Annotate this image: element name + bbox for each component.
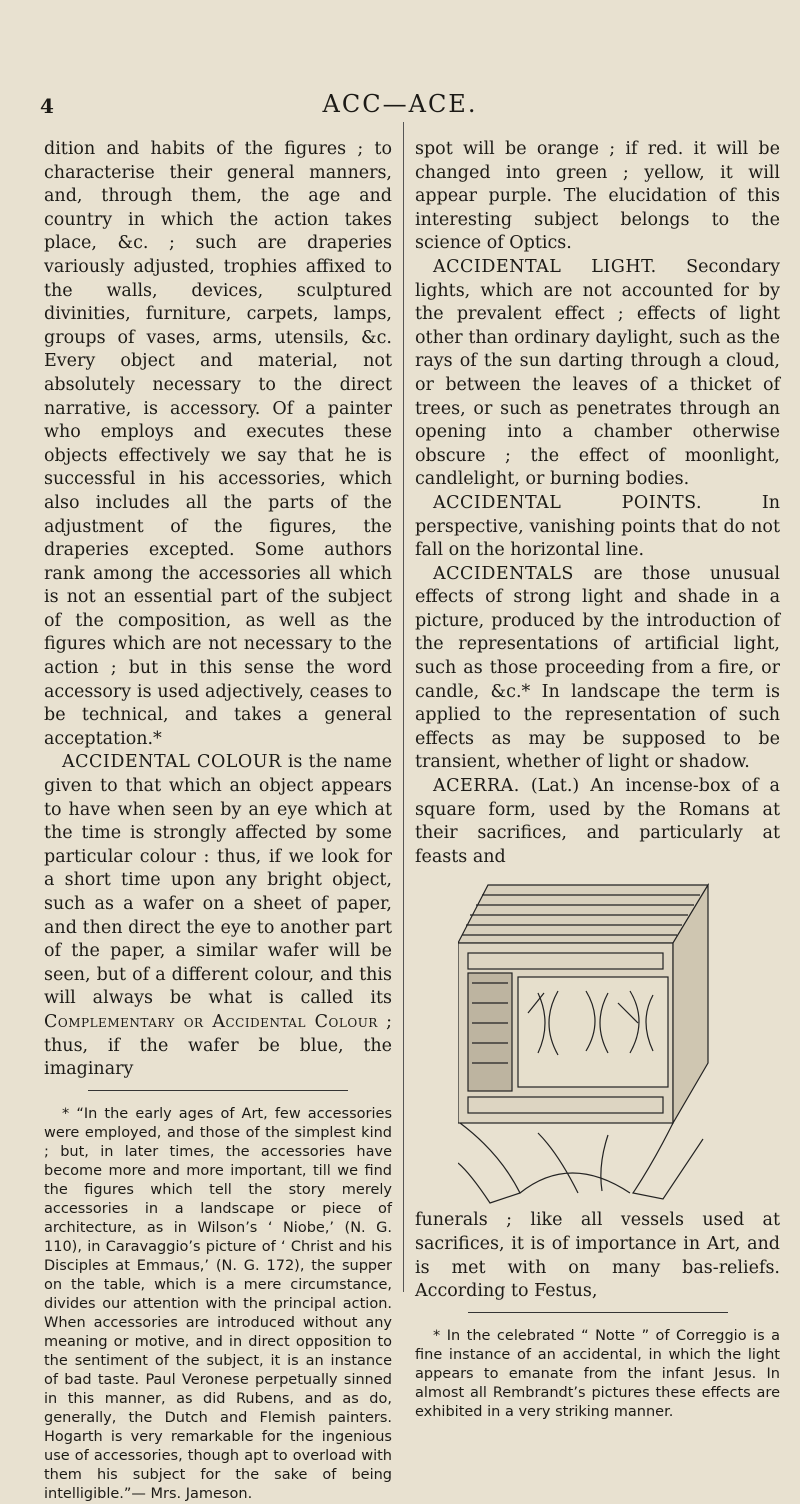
footnote: * “In the early ages of Art, few accessories were employed, and those of the simplest kind ; but, in later times, the accessories have become more and more important, till we find the figures which tell the story merely accessories in a landscape or piece of architecture, as in Wilson’s ‘ Niobe,’ (N. G. 110), in Caravaggio’s picture of ‘ Christ and his Disciples at Emmaus,’ (N. G. 172), the supper on the table, which is a mere circumstance, divides our attention with the principal action. When accessories are introduced without any meaning or motive, and in direct opposition to the sentiment of the subject, it is an instance of bad taste. Paul Veronese perpetually sinned in this manner, as did Rubens, and as do, generally, the Dutch and Flemish painters. Hogarth is very remarkable for the ingenious use of accessories, though apt to overload with them his subject for the sake of being intelligible.”— Mrs. Jameson. xyxy=(44,1105,392,1502)
term: ACCIDENTALS xyxy=(433,563,574,584)
term: ACCIDENTAL COLOUR xyxy=(62,752,282,773)
paragraph: ACCIDENTAL COLOUR is the name given to that which an object appears to have when seen by an eye which at the time is strongly affected by some particular colour : thus, if we look for a short time upon any bright object, such as a wafer on a sheet of paper, and then direct the eye to another part of the paper, a similar wafer will be seen, but of a different colour, and this will always be what is called its Complementary or Accidental Colour ; thus, if the wafer be blue, the imaginary xyxy=(44,752,392,1080)
paragraph: ACCIDENTAL LIGHT. Secondary lights, which are not accounted for by the prevalent effect ; effects of light other than ordinary daylight, such as the rays of the sun darting through a cloud, or between the leaves of a thicket of trees, or such as penetrates through an opening into a chamber otherwise obscure ; the effect of moonlight, candlelight, or burning bodies. xyxy=(415,256,780,490)
footnote: * In the celebrated “ Notte ” of Correggio is a fine instance of an accidental, in which the light appears to emanate from the infant Jesus. In almost all Rembrandt’s pictures these effects are exhibited in a very striking manner. xyxy=(415,1327,780,1420)
term: ACERRA. xyxy=(433,776,520,797)
paragraph: ACCIDENTAL POINTS. In perspective, vanishing points that do not fall on the horizontal line. xyxy=(415,492,780,561)
right-column xyxy=(415,138,780,1422)
paragraph: dition and habits of the figures ; to characterise their general manners, and, through them, the age and country in which the action takes place, &c. ; such are draperies variously adjusted, trophies affixed to the walls, devices, sculptured divinities, furniture, carpets, lamps, groups of vases, arms, utensils, &c. Every object and material, not absolutely necessary to the direct narrative, is accessory. Of a painter who employs and executes these objects effectively we say that he is successful in his accessories, which also includes all the parts of the adjustment of the figures, the draperies excepted. Some authors rank among the accessories all which is not an essential part of the subject of the composition, as well as the figures which are not necessary to the action ; but in this sense the word accessory is used adjectively, ceases to be technical, and takes a general acceptation.* xyxy=(44,139,392,749)
page-number: 4 xyxy=(40,94,54,118)
column-divider xyxy=(403,122,404,1292)
paragraph: spot will be orange ; if red. it will be changed into green ; yellow, it will appear purple. The elucidation of this interesting subject belongs to the science of Optics. xyxy=(415,139,780,254)
footnote-separator xyxy=(468,1312,728,1313)
running-head: ACC—ACE. xyxy=(322,90,478,118)
paragraph: funerals ; like all vessels used at sacrifices, it is of importance in Art, and is met with on many bas-reliefs. According to Festus, xyxy=(415,1210,780,1302)
paragraph: ACCIDENTALS are those unusual effects of strong light and shade in a picture, produced by the introduction of the representations of artificial light, such as those proceeding from a fire, or candle, &c.* In landscape the term is applied to the representation of such effects as may be supposed to be transient, whether of light or shadow. xyxy=(415,563,780,773)
term: ACCIDENTAL LIGHT. xyxy=(433,256,657,277)
term: ACCIDENTAL POINTS. xyxy=(433,492,703,513)
acerra-illustration xyxy=(458,873,738,1207)
paragraph: ACERRA. (Lat.) An incense-box of a square form, used by the Romans at their sacrifices, and particularly at feasts and xyxy=(415,776,780,867)
left-column xyxy=(44,138,392,1504)
footnote-separator xyxy=(88,1090,348,1091)
